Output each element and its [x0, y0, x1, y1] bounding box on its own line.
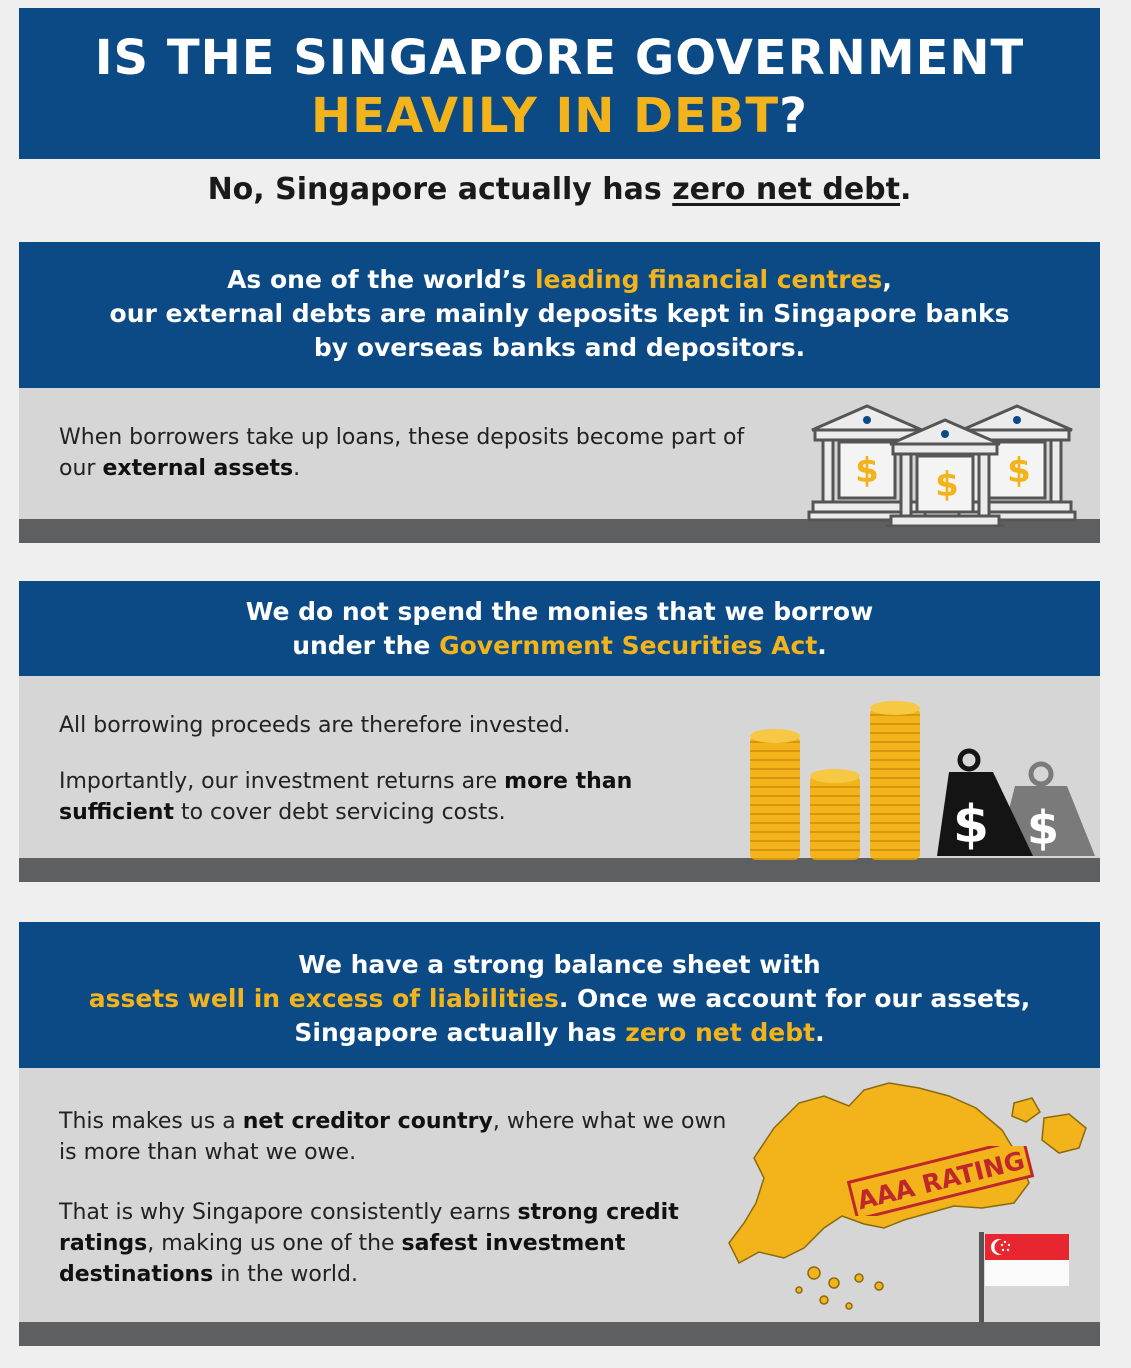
section2-heading-prefix: under the — [292, 631, 440, 660]
section1-text — [59, 422, 744, 484]
section3-heading — [19, 922, 1100, 1068]
section2-heading-line2 — [19, 629, 1100, 663]
section2-panel — [19, 676, 1100, 882]
title-line-1: IS THE SINGAPORE GOVERNMENT — [94, 30, 1025, 86]
title-question-mark: ? — [779, 88, 808, 144]
section1-heading-line2: our external debts are mainly deposits kept in Singapore banks — [109, 299, 1010, 328]
bank-dollar-symbol-left: $ — [855, 451, 879, 491]
section3-heading-period: . — [815, 1018, 825, 1047]
section3-text-p2-mid: , making us one of the — [147, 1231, 402, 1256]
section1-heading-prefix: As one of the world’s — [227, 265, 535, 294]
section3-heading-line3 — [19, 1016, 1100, 1050]
title-highlight: HEAVILY IN DEBT — [311, 88, 780, 144]
section3-text-para1 — [59, 1106, 726, 1168]
bank-dollar-symbol-center: $ — [935, 465, 959, 505]
section1-text-line2 — [59, 453, 744, 484]
bank-dollar-symbol-right: $ — [1007, 451, 1031, 491]
section3-panel — [19, 1068, 1100, 1346]
section1-text-bold: external assets — [102, 456, 294, 481]
section3-heading-line2 — [19, 982, 1100, 1016]
section3-text-p2-suffix: in the world. — [213, 1262, 358, 1287]
section1-text-prefix: our — [59, 456, 103, 481]
section2-text-prefix: Importantly, our investment returns are — [59, 769, 505, 794]
section1-text-period: . — [293, 456, 301, 481]
singapore-flag-icon — [977, 1228, 1073, 1324]
section3-heading-highlight2: zero net debt — [625, 1018, 816, 1047]
subtitle-suffix: . — [900, 172, 912, 207]
money-bag-symbol-front: $ — [952, 795, 990, 855]
section1-heading — [19, 242, 1100, 388]
title-line-2 — [19, 87, 1100, 145]
section2-text-bold1: more than — [504, 769, 633, 794]
section3-text — [59, 1106, 726, 1290]
section2-heading-highlight: Government Securities Act — [439, 631, 818, 660]
section2-text-bold2: sufficient — [59, 800, 174, 825]
section1-heading-highlight: leading financial centres — [534, 265, 883, 294]
aaa-rating-stamp — [841, 1146, 1041, 1216]
section1-heading-line3: by overseas banks and depositors. — [313, 333, 806, 362]
section2-text-para1: All borrowing proceeds are therefore invested. — [59, 713, 571, 738]
section3-heading-line3-prefix: Singapore actually has — [294, 1018, 626, 1047]
section3-bottom-bar — [19, 1322, 1100, 1346]
section3-text-p1-suffix: , where what we own — [492, 1109, 727, 1134]
section3-text-p2-bold1: strong credit — [517, 1200, 679, 1225]
section1-text-line1: When borrowers take up loans, these deposits become part of — [59, 425, 745, 450]
section1-heading-line1 — [19, 263, 1100, 297]
section3-text-para2 — [59, 1197, 726, 1290]
section2-text-suffix: to cover debt servicing costs. — [173, 800, 506, 825]
section2-text-para2 — [59, 766, 632, 828]
section2-heading-period: . — [817, 631, 827, 660]
section3-text-p2-bold2: ratings — [59, 1231, 148, 1256]
section3-text-p1-prefix: This makes us a — [59, 1109, 243, 1134]
section3-text-p2-prefix: That is why Singapore consistently earns — [59, 1200, 518, 1225]
section2-heading-line1: We do not spend the monies that we borrow — [245, 597, 874, 626]
subtitle-emphasis: zero net debt — [672, 172, 901, 207]
subtitle-prefix: No, Singapore actually has — [207, 172, 673, 207]
section3-text-p2-bold4: destinations — [59, 1262, 214, 1287]
section3-heading-line1: We have a strong balance sheet with — [298, 950, 821, 979]
section3-heading-line2-suffix: . Once we account for our assets, — [558, 984, 1031, 1013]
section3-heading-highlight1: assets well in excess of liabilities — [88, 984, 559, 1013]
subtitle — [19, 172, 1100, 207]
money-bag-symbol-back: $ — [1026, 801, 1060, 855]
section2-text — [59, 710, 632, 828]
title-banner — [19, 8, 1100, 159]
section2-heading — [19, 581, 1100, 676]
section3-text-p2-bold3: safest investment — [401, 1231, 626, 1256]
money-bag-icon — [937, 748, 1097, 860]
bank-icon — [807, 402, 1082, 527]
section1-panel — [19, 388, 1100, 543]
section3-text-p1-line2: is more than what we owe. — [59, 1140, 357, 1165]
section1-heading-comma: , — [882, 265, 892, 294]
aaa-rating-stamp-text: AAA RATING — [854, 1146, 1028, 1216]
section3-text-p1-bold: net creditor country — [242, 1109, 493, 1134]
